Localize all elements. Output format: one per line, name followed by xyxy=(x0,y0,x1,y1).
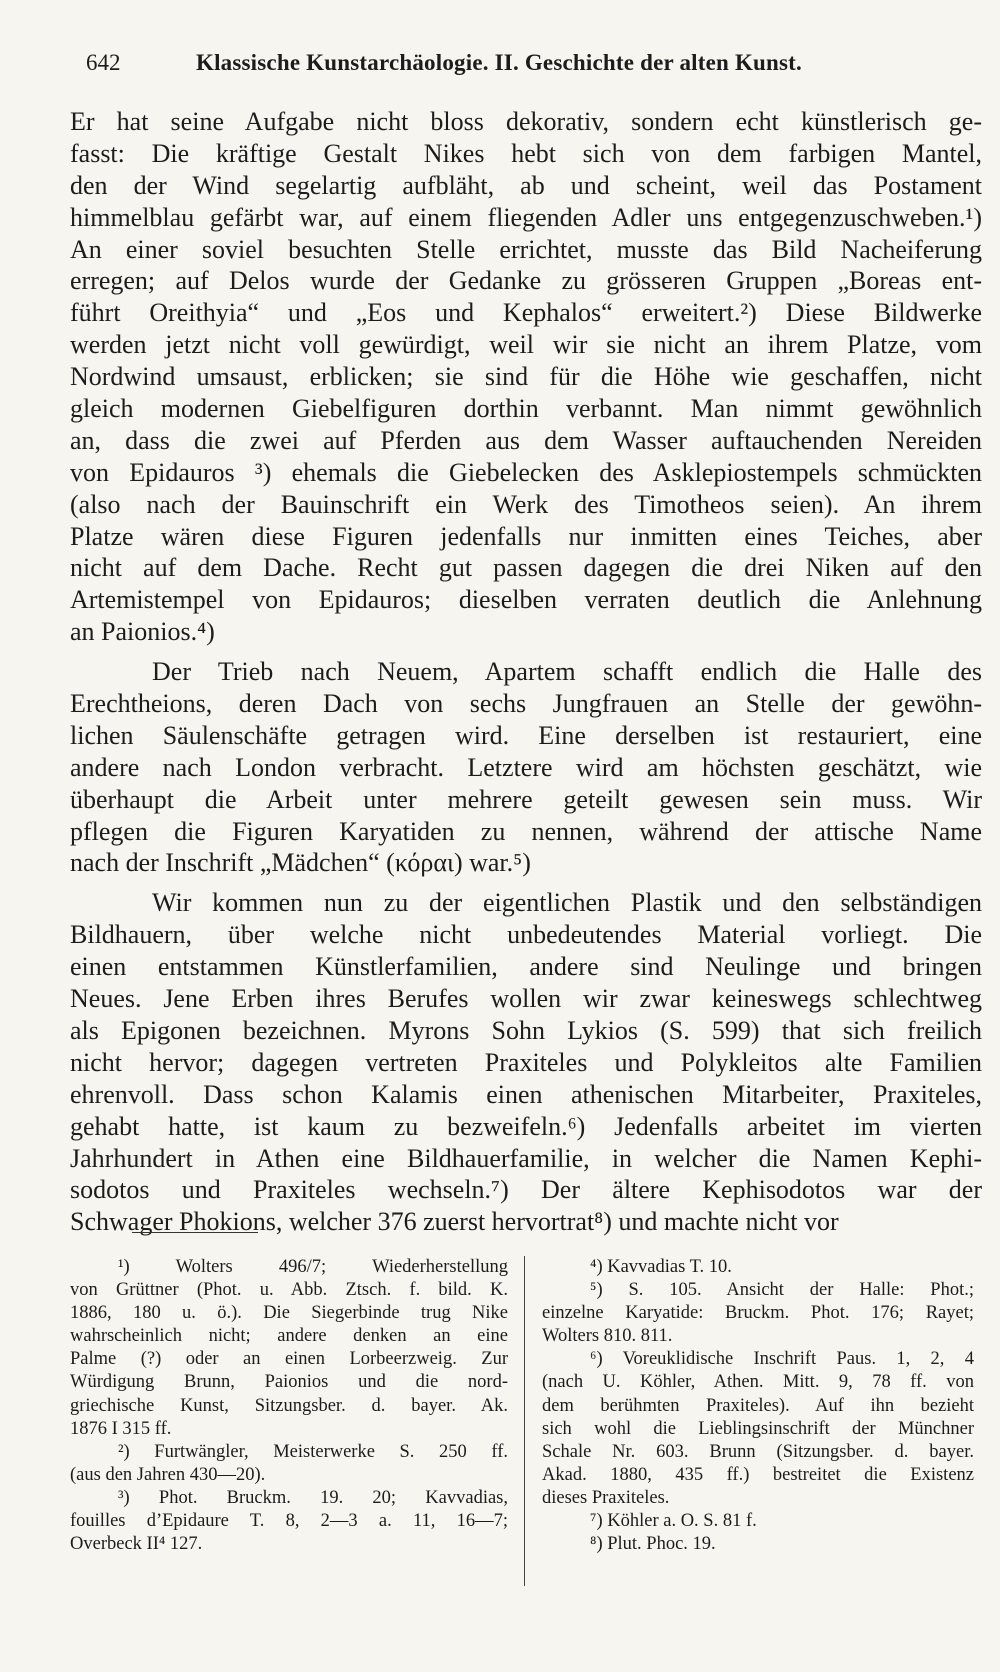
footnote-line: Wolters 810. 811. xyxy=(542,1326,673,1347)
paragraph-gap xyxy=(70,648,982,656)
footnote-line: wahrscheinlich nicht; andere denken an eine xyxy=(70,1326,508,1347)
text-line: nicht auf dem Dache. Recht gut passen dagegen die drei Niken auf den xyxy=(70,553,982,583)
text-line: an, dass die zwei auf Pferden aus dem Wasser auftauchenden Nereiden xyxy=(70,425,982,455)
footnote-line: Palme (?) oder an einen Lorbeerzweig. Zur xyxy=(70,1349,508,1370)
text-line: Der Trieb nach Neuem, Apartem schafft endlich die Halle des xyxy=(152,657,982,687)
footnotes-right-column xyxy=(542,1256,974,1556)
footnote-line: griechische Kunst, Sitzungsber. d. bayer. Ak. xyxy=(70,1395,508,1416)
footnote-line: von Grüttner (Phot. u. Abb. Ztsch. f. bild. K. xyxy=(70,1280,508,1301)
text-line: gehabt hatte, ist kaum zu bezweifeln.⁶) Jedenfalls arbeitet im vierten xyxy=(70,1111,982,1141)
footnote-line: ²) Furtwängler, Meisterwerke S. 250 ff. xyxy=(118,1441,508,1462)
text-line: fasst: Die kräftige Gestalt Nikes hebt sich von dem farbigen Mantel, xyxy=(70,138,982,168)
running-title: Klassische Kunstarchäologie. II. Geschichte der alten Kunst. xyxy=(196,50,802,75)
footnote-line: Overbeck II⁴ 127. xyxy=(70,1534,203,1555)
footnote-line: fouilles d’Epidaure T. 8, 2—3 a. 11, 16—7; xyxy=(70,1511,508,1532)
footnote-line: 1876 I 315 ff. xyxy=(70,1418,172,1439)
footnote-line: (aus den Jahren 430—20). xyxy=(70,1464,266,1485)
text-line: Er hat seine Aufgabe nicht bloss dekorativ, sondern echt künstlerisch ge- xyxy=(70,107,982,136)
text-line: gleich modernen Giebelfiguren dorthin verbannt. Man nimmt gewöhnlich xyxy=(70,394,982,424)
text-line: An einer soviel besuchten Stelle errichtet, musste das Bild Nacheiferung xyxy=(70,234,982,264)
text-line: sodotos und Praxiteles wechseln.⁷) Der ältere Kephisodotos war der xyxy=(70,1175,982,1205)
footnote-line: sich wohl die Lieblingsinschrift der Münchner xyxy=(542,1418,974,1439)
text-line: Erechtheions, deren Dach von sechs Jungfrauen an Stelle der gewöhn- xyxy=(70,689,982,719)
text-line: ehrenvoll. Dass schon Kalamis einen athenischen Mitarbeiter, Praxiteles, xyxy=(70,1079,982,1109)
text-line: einen entstammen Künstlerfamilien, andere sind Neulinge und bringen xyxy=(70,952,982,982)
footnote-line: dem berühmten Praxiteles). Auf ihn bezieht xyxy=(542,1395,974,1416)
text-line: als Epigonen bezeichnen. Myrons Sohn Lykios (S. 599) that sich freilich xyxy=(70,1015,982,1045)
footnotes-left-column xyxy=(70,1256,508,1556)
footnote-line: 1886, 180 u. ö.). Die Siegerbinde trug Nike xyxy=(70,1303,508,1324)
footnote-line: ⁶) Voreuklidische Inschrift Paus. 1, 2, 4 xyxy=(590,1349,974,1370)
text-line: von Epidauros ³) ehemals die Giebelecken des Asklepiostempels schmückten xyxy=(70,457,982,487)
main-text xyxy=(70,106,982,1238)
text-line: Schwager Phokions, welcher 376 zuerst hervortrat⁸) und machte nicht vor xyxy=(70,1207,839,1237)
text-line: Artemistempel von Epidauros; dieselben verraten deutlich die Anlehnung xyxy=(70,585,982,615)
text-line: himmelblau gefärbt war, auf einem fliegenden Adler uns entgegenzuschweben.¹) xyxy=(70,202,982,232)
footnote-line: dieses Praxiteles. xyxy=(542,1487,670,1508)
footnote-line: ⁴) Kavvadias T. 10. xyxy=(590,1257,732,1277)
text-line: an Paionios.⁴) xyxy=(70,617,215,647)
text-line: nach der Inschrift „Mädchen“ (κόραι) war.⁵) xyxy=(70,848,531,878)
footnote-column-divider xyxy=(524,1256,525,1586)
text-line: Platze wären diese Figuren jedenfalls nur inmitten eines Teiches, aber xyxy=(70,521,982,551)
paragraph-gap xyxy=(70,879,982,887)
text-line: lichen Säulenschäfte getragen wird. Eine derselben ist restauriert, eine xyxy=(70,720,982,750)
text-line: führt Oreithyia“ und „Eos und Kephalos“ erweitert.²) Diese Bildwerke xyxy=(70,298,982,328)
running-header xyxy=(86,46,926,86)
text-line: Bildhauern, über welche nicht unbedeutendes Material vorliegt. Die xyxy=(70,920,982,950)
text-line: Jahrhundert in Athen eine Bildhauerfamilie, in welcher die Namen Kephi- xyxy=(70,1143,982,1173)
text-line: (also nach der Bauinschrift ein Werk des Timotheos seien). An ihrem xyxy=(70,489,982,519)
footnote-line: Schale Nr. 603. Brunn (Sitzungsber. d. bayer. xyxy=(542,1441,974,1462)
text-line: pflegen die Figuren Karyatiden zu nennen, während der attische Name xyxy=(70,816,982,846)
text-line: Wir kommen nun zu der eigentlichen Plastik und den selbständigen xyxy=(152,888,982,918)
text-line: erregen; auf Delos wurde der Gedanke zu grösseren Gruppen „Boreas ent- xyxy=(70,266,982,296)
page-number: 642 xyxy=(86,50,121,75)
footnote-line: Akad. 1880, 435 ff.) bestreitet die Existenz xyxy=(542,1464,974,1485)
text-line: den der Wind segelartig aufbläht, ab und scheint, weil das Postament xyxy=(70,170,982,200)
text-line: werden jetzt nicht voll gewürdigt, weil wir sie nicht an ihrem Platze, vom xyxy=(70,330,982,360)
text-line: Neues. Jene Erben ihres Berufes wollen wir zwar keineswegs schlechtweg xyxy=(70,984,982,1014)
text-line: überhaupt die Arbeit unter mehrere geteilt gewesen sein muss. Wir xyxy=(70,784,982,814)
footnote-line: ¹) Wolters 496/7; Wiederherstellung xyxy=(118,1257,508,1277)
footnote-line: ³) Phot. Bruckm. 19. 20; Kavvadias, xyxy=(118,1487,508,1508)
footnote-line: (nach U. Köhler, Athen. Mitt. 9, 78 ff. von xyxy=(542,1372,974,1393)
footnote-line: ⁵) S. 105. Ansicht der Halle: Phot.; xyxy=(590,1280,974,1301)
text-line: andere nach London verbracht. Letztere wird am höchsten geschätzt, wie xyxy=(70,752,982,782)
text-line: Nordwind umsaust, erblicken; sie sind für die Höhe wie geschaffen, nicht xyxy=(70,362,982,392)
footnote-rule xyxy=(132,1232,258,1233)
text-line: nicht hervor; dagegen vertreten Praxiteles und Polykleitos alte Familien xyxy=(70,1047,982,1077)
footnote-line: ⁸) Plut. Phoc. 19. xyxy=(590,1534,716,1555)
footnote-line: ⁷) Köhler a. O. S. 81 f. xyxy=(590,1511,757,1532)
footnote-line: Würdigung Brunn, Paionios und die nord- xyxy=(70,1372,508,1393)
footnote-line: einzelne Karyatide: Bruckm. Phot. 176; Rayet; xyxy=(542,1303,974,1324)
